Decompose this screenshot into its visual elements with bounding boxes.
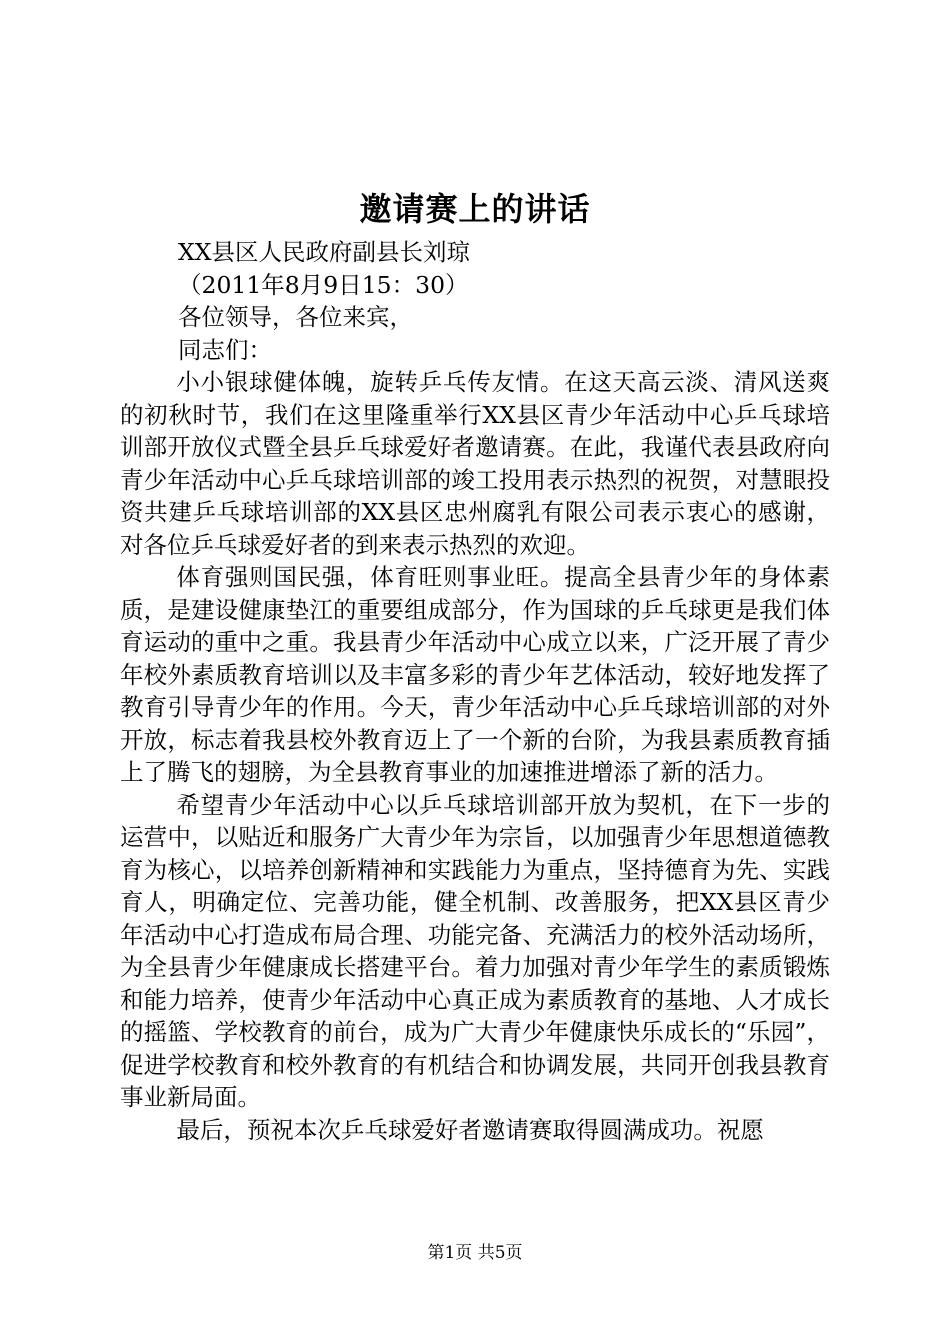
document-body (120, 236, 830, 1146)
salutation-line: 同志们： (178, 335, 272, 364)
page-number-footer: 第1页 共5页 (427, 1243, 523, 1263)
paragraph: 希望青少年活动中心以乒乓球培训部开放为契机，在下一步的运营中，以贴近和服务广大青少年为宗旨，以加强青少年思想道德教育为核心，以培养创新精神和实践能力为重点，坚持德育为先、实践育人，明确定位、完善功能，健全机制、改善服务，把XX县区青少年活动中心打造成布局合理、功能完备、充满活力的校外活动场所，为全县青少年健康成长搭建平台。着力加强对青少年学生的素质锻炼和能力培养，使青少年活动中心真正成为素质教育的基地、人才成长的摇篮、学校教育的前台，成为广大青少年健康快乐成长的“乐园”，促进学校教育和校外教育的有机结合和协调发展，共同开创我县教育事业新局面。 (120, 790, 830, 1111)
paragraph: 体育强则国民强，体育旺则事业旺。提高全县青少年的身体素质，是建设健康垫江的重要组成部分，作为国球的乒乓球更是我们体育运动的重中之重。我县青少年活动中心成立以来，广泛开展了青少年校外素质教育培训以及丰富多彩的青少年艺体活动，较好地发挥了教育引导青少年的作用。今天，青少年活动中心乒乓球培训部的对外开放，标志着我县校外教育迈上了一个新的台阶，为我县素质教育插上了腾飞的翅膀，为全县教育事业的加速推进增添了新的活力。 (120, 563, 830, 786)
paragraph: 最后，预祝本次乒乓球爱好者邀请赛取得圆满成功。祝愿 (176, 1115, 764, 1144)
speaker-line: XX县区人民政府副县长刘琼 (178, 238, 470, 266)
datetime-line: （2011年8月9日15：30） (178, 270, 469, 299)
paragraph: 小小银球健体魄，旋转乒乓传友情。在这天高云淡、清风送爽的初秋时节，我们在这里隆重举行XX县区青少年活动中心乒乓球培训部开放仪式暨全县乒乓球爱好者邀请赛。在此，我谨代表县政府向青少年活动中心乒乓球培训部的竣工投用表示热烈的祝贺，对慧眼投资共建乒乓球培训部的XX县区忠州腐乳有限公司表示衷心的感谢，对各位乒乓球爱好者的到来表示热烈的欢迎。 (120, 368, 830, 559)
document-title: 邀请赛上的讲话 (359, 190, 591, 228)
salutation-line: 各位领导，各位来宾， (178, 303, 413, 331)
